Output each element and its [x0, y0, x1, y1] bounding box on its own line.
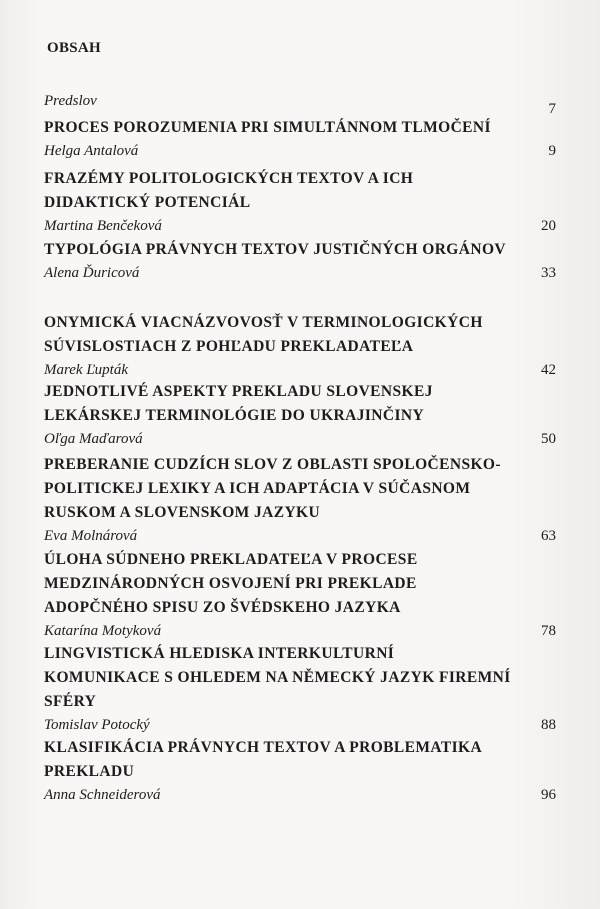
toc-entry — [44, 311, 558, 381]
entry-page: 33 — [541, 265, 556, 281]
entry-meta — [44, 714, 558, 736]
entry-title: TYPOLÓGIA PRÁVNYCH TEXTOV JUSTIČNÝCH ORGÁNOV — [44, 241, 506, 258]
entry-author: Helga Antalová — [44, 143, 139, 159]
entry-title: PREBERANIE CUDZÍCH SLOV Z OBLASTI SPOLOČENSKO-POLITICKEJ LEXIKY A ICH ADAPTÁCIA V SÚČASNOM RUSKOM A SLOVENSKOM JAZYKU — [44, 456, 501, 521]
toc-entry — [44, 380, 558, 450]
entry-author: Anna Schneiderová — [44, 787, 161, 803]
preface-row — [44, 92, 558, 117]
entry-meta — [44, 620, 558, 642]
entry-meta — [44, 359, 558, 381]
entry-meta — [44, 784, 558, 806]
toc-entry — [44, 736, 558, 806]
entry-author: Eva Molnárová — [44, 528, 138, 544]
entry-page: 50 — [541, 431, 556, 447]
entry-title: ONYMICKÁ VIACNÁZVOVOSŤ V TERMINOLOGICKÝCH SÚVISLOSTIACH Z POHĽADU PREKLADATEĽA — [44, 314, 483, 355]
entry-meta — [44, 525, 558, 547]
toc-entry — [44, 453, 558, 547]
entry-author: Marek Ľupták — [44, 362, 129, 378]
entry-page: 88 — [541, 717, 556, 733]
entry-title: PROCES POROZUMENIA PRI SIMULTÁNNOM TLMOČENÍ — [44, 119, 491, 136]
entry-meta — [44, 215, 558, 237]
entry-title: LINGVISTICKÁ HLEDISKA INTERKULTURNÍ KOMUNIKACE S OHLEDEM NA NĚMECKÝ JAZYK FIREMNÍ SFÉRY — [44, 645, 511, 710]
preface-page: 7 — [548, 101, 556, 117]
entry-author: Katarína Motyková — [44, 623, 162, 639]
entry-title: KLASIFIKÁCIA PRÁVNYCH TEXTOV A PROBLEMATIKA PREKLADU — [44, 739, 482, 780]
entry-page: 78 — [541, 623, 556, 639]
toc-entry — [44, 238, 558, 284]
entry-meta — [44, 140, 558, 162]
entry-page: 96 — [541, 787, 556, 803]
preface-label: Predslov — [44, 93, 97, 109]
entry-author: Oľga Maďarová — [44, 431, 143, 447]
entry-page: 20 — [541, 218, 556, 234]
toc-entry — [44, 167, 558, 237]
entry-page: 9 — [548, 143, 556, 159]
toc-entry — [44, 642, 558, 736]
toc-entry — [44, 548, 558, 642]
entry-title: JEDNOTLIVÉ ASPEKTY PREKLADU SLOVENSKEJ LEKÁRSKEJ TERMINOLÓGIE DO UKRAJINČINY — [44, 383, 433, 424]
entry-page: 42 — [541, 362, 556, 378]
entry-author: Alena Ďuricová — [44, 265, 140, 281]
toc-preface — [44, 92, 558, 117]
toc-entry — [44, 116, 558, 162]
entry-title: ÚLOHA SÚDNEHO PREKLADATEĽA V PROCESE MEDZINÁRODNÝCH OSVOJENÍ PRI PREKLADE ADOPČNÉHO SPISU ZO ŠVÉDSKEHO JAZYKA — [44, 551, 418, 616]
entry-title: FRAZÉMY POLITOLOGICKÝCH TEXTOV A ICH DIDAKTICKÝ POTENCIÁL — [44, 170, 414, 211]
entry-meta — [44, 262, 558, 284]
entry-page: 63 — [541, 528, 556, 544]
entry-author: Tomislav Potocký — [44, 717, 150, 733]
entry-meta — [44, 428, 558, 450]
entry-author: Martina Benčeková — [44, 218, 162, 234]
page-title: OBSAH — [47, 40, 102, 56]
